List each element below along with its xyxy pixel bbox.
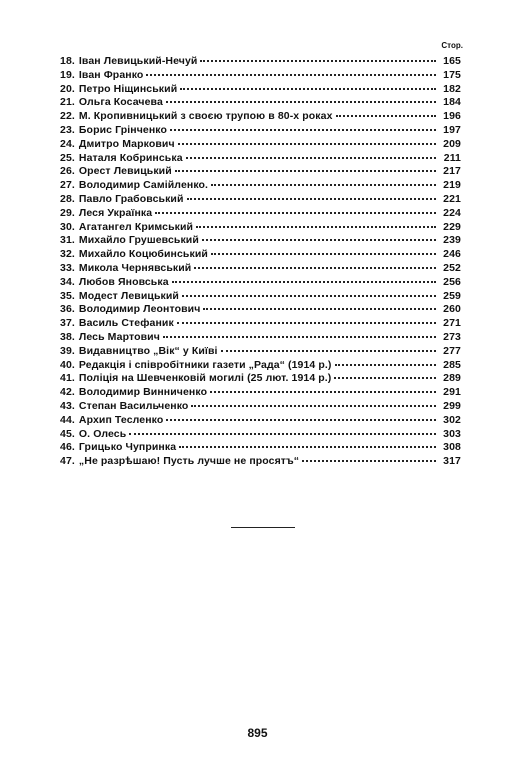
toc-entry (60, 359, 461, 373)
entry-title: „Не разрѣшаю! Пусть лучше не просятъ“ (78, 455, 300, 468)
entry-number: 35. (60, 289, 75, 302)
entry-number: 32. (60, 248, 75, 261)
dot-leader (200, 60, 436, 62)
entry-title: Василь Стефаник (78, 317, 174, 330)
entry-title: Архип Тесленко (78, 413, 164, 426)
toc-entry (60, 234, 461, 248)
entry-title: Володимир Винниченко (78, 386, 208, 399)
dot-leader (178, 143, 436, 145)
entry-number: 46. (60, 441, 75, 454)
entry-number: 33. (60, 261, 75, 274)
toc-entry (60, 290, 461, 304)
dot-leader (302, 460, 436, 462)
entry-title: М. Кропивницький з своєю трупою в 80-х роках (78, 110, 333, 123)
entry-page: 302 (443, 413, 461, 426)
entry-title: Іван Франко (78, 68, 144, 81)
dot-leader (221, 350, 436, 352)
entry-page: 246 (443, 248, 461, 261)
entry-number: 40. (60, 358, 75, 371)
entry-title: Володимир Самійленко. (78, 179, 209, 192)
entry-title: Борис Грінченко (78, 123, 168, 136)
dot-leader (155, 212, 436, 214)
toc-entry (60, 400, 461, 414)
entry-number: 34. (60, 275, 75, 288)
entry-number: 27. (60, 179, 75, 192)
entry-number: 29. (60, 206, 75, 219)
entry-page: 211 (443, 151, 461, 164)
dot-leader (336, 115, 436, 117)
entry-title: Павло Грабовський (78, 192, 184, 205)
toc-entry (60, 207, 461, 221)
entry-title: О. Олесь (78, 427, 127, 440)
toc-entry (60, 441, 461, 455)
dot-leader (194, 267, 436, 269)
toc-entry (60, 428, 461, 442)
entry-title: Модест Левицький (78, 289, 179, 302)
dot-leader (203, 308, 436, 310)
dot-leader (182, 295, 436, 297)
entry-number: 20. (60, 82, 75, 95)
entry-page: 259 (443, 289, 461, 302)
entry-number: 39. (60, 344, 75, 357)
toc-entry (60, 152, 461, 166)
entry-title: Редакція і співробітники газети „Рада“ (1914 р.) (78, 358, 332, 371)
entry-number: 18. (60, 55, 75, 67)
toc-entry (60, 96, 461, 110)
entry-page: 219 (443, 179, 461, 192)
entry-page: 165 (443, 55, 461, 67)
entry-page: 229 (443, 220, 461, 233)
toc-entry (60, 124, 461, 138)
toc-entry (60, 193, 461, 207)
entry-page: 291 (443, 386, 461, 399)
toc-entry (60, 221, 461, 235)
entry-title: Дмитро Маркович (78, 137, 175, 150)
toc-entry (60, 138, 461, 152)
toc-entry (60, 55, 461, 69)
table-of-contents (60, 55, 461, 469)
toc-entry (60, 262, 461, 276)
dot-leader (334, 377, 436, 379)
dot-leader (211, 184, 436, 186)
toc-entry (60, 331, 461, 345)
entry-number: 22. (60, 110, 75, 123)
dot-leader (179, 446, 436, 448)
entry-number: 45. (60, 427, 75, 440)
entry-title: Іван Левицький-Нечуй (78, 55, 198, 67)
toc-entry (60, 414, 461, 428)
entry-title: Грицько Чупринка (78, 441, 177, 454)
toc-entry (60, 345, 461, 359)
entry-page: 196 (443, 110, 461, 123)
toc-entry (60, 386, 461, 400)
page-number: 895 (247, 726, 268, 740)
entry-page: 182 (443, 82, 461, 95)
entry-page: 260 (443, 303, 461, 316)
entry-number: 47. (60, 455, 75, 468)
entry-number: 36. (60, 303, 75, 316)
entry-number: 28. (60, 192, 75, 205)
page-column-header: Стор. (441, 41, 463, 50)
toc-entry (60, 303, 461, 317)
dot-leader (177, 322, 436, 324)
entry-page: 303 (443, 427, 461, 440)
entry-title: Агатангел Кримський (78, 220, 194, 233)
entry-number: 38. (60, 330, 75, 343)
entry-page: 209 (443, 137, 461, 150)
dot-leader (210, 391, 436, 393)
entry-number: 44. (60, 413, 75, 426)
entry-page: 221 (443, 192, 461, 205)
entry-number: 26. (60, 165, 75, 178)
entry-title: Видавництво „Вік“ у Київі (78, 344, 218, 357)
entry-page: 197 (443, 123, 461, 136)
entry-number: 24. (60, 137, 75, 150)
entry-title: Орест Левицький (78, 165, 172, 178)
dot-leader (186, 157, 436, 159)
dot-leader (211, 253, 436, 255)
toc-entry (60, 317, 461, 331)
entry-title: Михайло Коцюбинський (78, 248, 208, 261)
entry-page: 317 (443, 455, 461, 468)
dot-leader (166, 101, 436, 103)
toc-entry (60, 165, 461, 179)
entry-title: Степан Васильченко (78, 399, 189, 412)
entry-page: 308 (443, 441, 461, 454)
dot-leader (202, 239, 436, 241)
entry-page: 224 (443, 206, 461, 219)
entry-title: Любов Яновська (78, 275, 169, 288)
entry-number: 31. (60, 234, 75, 247)
dot-leader (175, 170, 436, 172)
toc-entry (60, 69, 461, 83)
entry-page: 299 (443, 399, 461, 412)
entry-page: 271 (443, 317, 461, 330)
entry-number: 43. (60, 399, 75, 412)
dot-leader (196, 226, 436, 228)
entry-number: 19. (60, 68, 75, 81)
toc-entry (60, 179, 461, 193)
entry-title: Лесь Мартович (78, 330, 160, 343)
dot-leader (172, 281, 436, 283)
entry-number: 42. (60, 386, 75, 399)
entry-number: 37. (60, 317, 75, 330)
entry-page: 277 (443, 344, 461, 357)
entry-title: Поліція на Шевченковій могилі (25 лют. 1914 р.) (78, 372, 332, 385)
toc-entry (60, 83, 461, 97)
entry-page: 285 (443, 358, 461, 371)
entry-title: Петро Ніщинський (78, 82, 178, 95)
entry-number: 41. (60, 372, 75, 385)
dot-leader (146, 74, 436, 76)
entry-title: Леся Українка (78, 206, 153, 219)
entry-title: Микола Чернявський (78, 261, 192, 274)
entry-title: Ольга Косачева (78, 96, 163, 109)
entry-title: Володимир Леонтович (78, 303, 201, 316)
toc-entry (60, 372, 461, 386)
entry-number: 25. (60, 151, 75, 164)
entry-page: 252 (443, 261, 461, 274)
entry-title: Наталя Кобринська (78, 151, 183, 164)
entry-number: 30. (60, 220, 75, 233)
entry-page: 239 (443, 234, 461, 247)
dot-leader (191, 405, 436, 407)
entry-page: 289 (443, 372, 461, 385)
entry-number: 23. (60, 123, 75, 136)
dot-leader (335, 364, 436, 366)
entry-title: Михайло Грушевський (78, 234, 199, 247)
dot-leader (170, 129, 436, 131)
toc-entry (60, 110, 461, 124)
entry-page: 184 (443, 96, 461, 109)
section-divider (231, 527, 295, 528)
entry-page: 256 (443, 275, 461, 288)
dot-leader (163, 336, 436, 338)
entry-page: 175 (443, 68, 461, 81)
toc-entry (60, 248, 461, 262)
dot-leader (180, 88, 436, 90)
dot-leader (187, 198, 436, 200)
dot-leader (129, 433, 436, 435)
toc-entry (60, 276, 461, 290)
entry-number: 21. (60, 96, 75, 109)
entry-page: 217 (443, 165, 461, 178)
dot-leader (166, 419, 436, 421)
toc-entry (60, 455, 461, 469)
entry-page: 273 (443, 330, 461, 343)
